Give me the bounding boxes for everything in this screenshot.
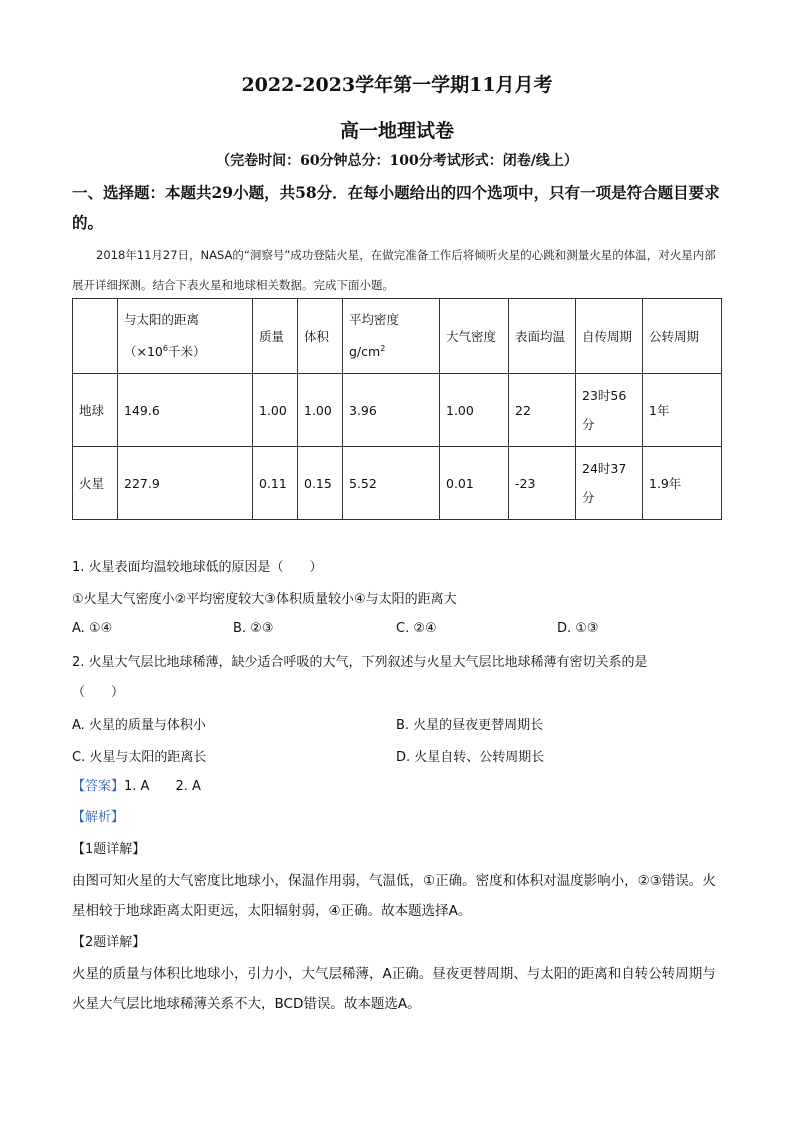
cell-name-text: 火星 xyxy=(79,475,105,491)
header-volume-text: 体积 xyxy=(304,328,330,344)
q2-option-d[interactable]: D. 火星自转、公转周期长 xyxy=(396,750,545,765)
cell-distance: 149.6 xyxy=(118,374,253,447)
header-revolution xyxy=(643,299,722,374)
intro-paragraph xyxy=(72,240,724,300)
detail-1-title: 【1题详解】 xyxy=(72,842,146,857)
detail-2-title: 【2题详解】 xyxy=(72,935,146,950)
header-density-line1: 平均密度 xyxy=(349,312,400,328)
cell-surface-temp: -23 xyxy=(509,447,576,520)
header-distance xyxy=(118,299,253,374)
cell-air-density: 0.01 xyxy=(440,447,509,520)
answer-tag: 【答案】 xyxy=(72,779,125,794)
cell-mass-text: 0.11 xyxy=(259,475,287,491)
cell-name xyxy=(73,447,118,520)
header-distance-sup: 6 xyxy=(162,344,168,354)
header-blank xyxy=(73,299,118,374)
cell-name-text: 地球 xyxy=(79,402,105,418)
header-mass xyxy=(253,299,298,374)
exam-subtitle: 高一地理试卷 xyxy=(339,120,454,142)
q1-stem: 1. 火星表面均温较地球低的原因是（ ） xyxy=(72,560,323,575)
intro-text: 2018年11月27日，NASA的“洞察号”成功登陆火星，在做完准备工作后将倾听火星的心跳和测量火星的体温，对火星内部展开详细探测。结合下表火星和地球相关数据。完成下面小题。 xyxy=(72,248,716,292)
cell-rotation-text: 23时56分 xyxy=(582,388,627,432)
answer-line xyxy=(72,777,201,797)
q1-statements: ①火星大气密度小②平均密度较大③体积质量较小④与太阳的距离大 xyxy=(72,592,457,607)
cell-air-density: 1.00 xyxy=(440,374,509,447)
cell-mass-text: 1.00 xyxy=(259,402,287,418)
header-air-density-text: 大气密度 xyxy=(446,328,497,344)
analysis-tag: 【解析】 xyxy=(72,810,125,825)
header-distance-post: 千米） xyxy=(167,344,206,360)
q2-option-b[interactable]: B. 火星的昼夜更替周期长 xyxy=(396,718,544,733)
cell-volume-text: 1.00 xyxy=(304,402,332,418)
header-density-sup: 2 xyxy=(380,344,386,354)
section-heading: 一、选择题：本题共29小题，共58分．在每小题给出的四个选项中，只有一项是符合题目要求的。 xyxy=(72,183,720,232)
cell-density: 3.96 xyxy=(343,374,440,447)
q1-option-a[interactable]: A. ①④ xyxy=(72,621,113,636)
header-distance-line2 xyxy=(124,334,246,366)
cell-mass xyxy=(253,447,298,520)
header-rotation-text: 自传周期 xyxy=(582,328,633,344)
cell-surface-temp: 22 xyxy=(509,374,576,447)
cell-volume xyxy=(298,374,343,447)
cell-rotation xyxy=(576,447,643,520)
answer-text: 1. A 2. A xyxy=(124,779,201,794)
header-rotation xyxy=(576,299,643,374)
detail-1-text: 由图可知火星的大气密度比地球小，保温作用弱，气温低，①正确。密度和体积对温度影响小，②③错误。火星相较于地球距离太阳更远，太阳辐射弱，④正确。故本题选择A。 xyxy=(72,873,716,919)
header-density-unit: g/cm xyxy=(349,344,381,360)
cell-volume-text: 0.15 xyxy=(304,475,332,491)
exam-title: 2022-2023学年第一学期11月月考 xyxy=(241,74,553,96)
header-revolution-text: 公转周期 xyxy=(649,328,700,344)
header-distance-pre: （×10 xyxy=(124,344,163,360)
cell-revolution: 1.9年 xyxy=(643,447,722,520)
q2-stem-line2: （ ） xyxy=(72,685,125,700)
detail-2-text: 火星的质量与体积比地球小，引力小，大气层稀薄，A正确。昼夜更替周期、与太阳的距离和自转公转周期与火星大气层比地球稀薄关系不大，BCD错误。故本题选A。 xyxy=(72,966,716,1012)
exam-info: （完卷时间：60分钟总分：100分考试形式：闭卷/线上） xyxy=(216,153,578,169)
header-distance-line1: 与太阳的距离 xyxy=(124,312,200,328)
header-air-density xyxy=(440,299,509,374)
cell-density: 5.52 xyxy=(343,447,440,520)
table-header-row xyxy=(73,299,722,374)
header-surface-temp-text: 表面均温 xyxy=(515,328,566,344)
q2-stem-line1: 2. 火星大气层比地球稀薄，缺少适合呼吸的大气，下列叙述与火星大气层比地球稀薄有密切关系的是 xyxy=(72,655,648,670)
header-density-line2 xyxy=(349,334,433,366)
cell-distance: 227.9 xyxy=(118,447,253,520)
cell-mass xyxy=(253,374,298,447)
cell-name xyxy=(73,374,118,447)
q1-option-c[interactable]: C. ②④ xyxy=(396,621,437,636)
header-surface-temp xyxy=(509,299,576,374)
q2-option-a[interactable]: A. 火星的质量与体积小 xyxy=(72,718,206,733)
table-row xyxy=(73,374,722,447)
q1-option-b[interactable]: B. ②③ xyxy=(233,621,274,636)
cell-rotation xyxy=(576,374,643,447)
q1-option-d[interactable]: D. ①③ xyxy=(557,621,599,636)
header-mass-text: 质量 xyxy=(259,328,285,344)
header-density xyxy=(343,299,440,374)
q2-option-c[interactable]: C. 火星与太阳的距离长 xyxy=(72,750,207,765)
header-volume xyxy=(298,299,343,374)
cell-rotation-text: 24时37分 xyxy=(582,461,627,505)
table-row xyxy=(73,447,722,520)
planet-data-table xyxy=(72,298,722,520)
cell-revolution: 1年 xyxy=(643,374,722,447)
cell-volume xyxy=(298,447,343,520)
